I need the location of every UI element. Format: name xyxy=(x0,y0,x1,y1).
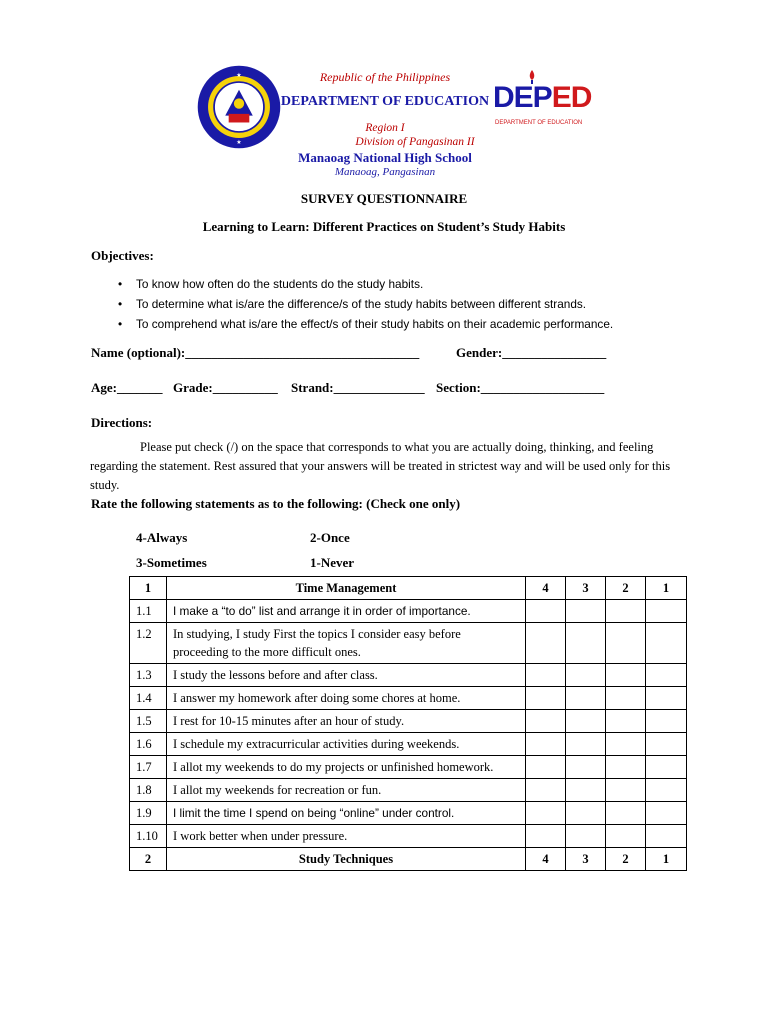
objective-item: • To determine what is/are the difference/s of the study habits between different strands. xyxy=(118,296,613,316)
table-row xyxy=(130,756,687,779)
rating-cell[interactable] xyxy=(606,664,646,687)
deped-logo-icon xyxy=(493,80,592,136)
section-header-row xyxy=(130,577,687,600)
item-number: 1.1 xyxy=(130,600,167,623)
directions-text: Please put check (/) on the space that corresponds to what you are actually doing, thinking, and feeling regarding the statement. Rest assured that your answers will be treated in strictest way and will be used only for this study. xyxy=(90,440,671,492)
table-row xyxy=(130,623,687,664)
rating-cell[interactable] xyxy=(606,733,646,756)
item-number: 1.4 xyxy=(130,687,167,710)
rating-cell[interactable] xyxy=(606,710,646,733)
section-number: 1 xyxy=(130,577,167,600)
table-row xyxy=(130,779,687,802)
rating-cell[interactable] xyxy=(526,623,566,664)
document-title: SURVEY QUESTIONNAIRE xyxy=(300,191,468,206)
table-row xyxy=(130,600,687,623)
rating-cell[interactable] xyxy=(566,710,606,733)
table-row xyxy=(130,733,687,756)
rate-instruction: Rate the following statements as to the following: (Check one only) xyxy=(91,496,461,511)
rating-cell[interactable] xyxy=(646,756,687,779)
table-row xyxy=(130,825,687,848)
rating-cell[interactable] xyxy=(566,687,606,710)
table-row xyxy=(130,664,687,687)
item-statement: In studying, I study First the topics I consider easy before proceeding to the more difficult ones. xyxy=(167,623,526,664)
rating-cell[interactable] xyxy=(646,779,687,802)
rating-header: 2 xyxy=(606,848,646,871)
rating-cell[interactable] xyxy=(566,623,606,664)
scale-once: 2-Once xyxy=(310,530,350,545)
rating-cell[interactable] xyxy=(566,802,606,825)
rating-cell[interactable] xyxy=(646,733,687,756)
gender-field[interactable]: Gender:________________ xyxy=(456,345,607,360)
item-number: 1.3 xyxy=(130,664,167,687)
section-field[interactable]: Section:___________________ xyxy=(436,380,605,395)
rating-header: 1 xyxy=(646,848,687,871)
svg-text:★: ★ xyxy=(236,139,242,146)
rating-cell[interactable] xyxy=(646,710,687,733)
item-statement: I allot my weekends to do my projects or unfinished homework. xyxy=(167,756,526,779)
republic-label: Republic of the Philippines xyxy=(319,70,451,84)
rating-cell[interactable] xyxy=(526,687,566,710)
rating-cell[interactable] xyxy=(606,802,646,825)
rating-header: 3 xyxy=(566,577,606,600)
age-field[interactable]: Age:_______ xyxy=(91,380,163,395)
table-row xyxy=(130,710,687,733)
directions-heading: Directions: xyxy=(91,415,153,430)
section-number: 2 xyxy=(130,848,167,871)
rating-cell[interactable] xyxy=(526,664,566,687)
department-label: DEPARTMENT OF EDUCATION xyxy=(280,94,490,109)
item-number: 1.7 xyxy=(130,756,167,779)
rating-cell[interactable] xyxy=(646,802,687,825)
rating-header: 2 xyxy=(606,577,646,600)
rating-cell[interactable] xyxy=(606,600,646,623)
rating-cell[interactable] xyxy=(646,623,687,664)
item-statement: I study the lessons before and after class. xyxy=(167,664,526,687)
rating-cell[interactable] xyxy=(646,687,687,710)
objectives-heading: Objectives: xyxy=(91,248,154,263)
rating-cell[interactable] xyxy=(646,664,687,687)
item-statement: I allot my weekends for recreation or fun. xyxy=(167,779,526,802)
rating-cell[interactable] xyxy=(526,710,566,733)
item-number: 1.9 xyxy=(130,802,167,825)
rating-cell[interactable] xyxy=(566,825,606,848)
rating-cell[interactable] xyxy=(606,756,646,779)
objective-item: • To comprehend what is/are the effect/s of their study habits on their academic performance. xyxy=(118,316,613,336)
rating-cell[interactable] xyxy=(606,623,646,664)
deped-logo-ed: ED xyxy=(551,81,592,114)
rating-header: 4 xyxy=(526,577,566,600)
rating-cell[interactable] xyxy=(526,600,566,623)
item-statement: I work better when under pressure. xyxy=(167,825,526,848)
scale-never: 1-Never xyxy=(310,555,355,570)
study-habits-table xyxy=(129,576,687,871)
region-label: Region I xyxy=(365,122,405,134)
deped-logo-subtitle: DEPARTMENT OF EDUCATION xyxy=(495,120,583,126)
rating-cell[interactable] xyxy=(526,756,566,779)
rating-cell[interactable] xyxy=(566,733,606,756)
rating-cell[interactable] xyxy=(606,825,646,848)
school-name: Manaoag National High School xyxy=(298,150,472,165)
document-subtitle: Learning to Learn: Different Practices on Student’s Study Habits xyxy=(202,219,566,234)
grade-field[interactable]: Grade:__________ xyxy=(173,380,278,395)
table-row xyxy=(130,687,687,710)
school-town: Manaoag, Pangasinan xyxy=(334,166,436,178)
name-field[interactable]: Name (optional):____________________________________ xyxy=(91,345,420,360)
rating-cell[interactable] xyxy=(566,664,606,687)
item-number: 1.5 xyxy=(130,710,167,733)
rating-cell[interactable] xyxy=(566,600,606,623)
svg-text:★: ★ xyxy=(236,72,242,79)
item-statement: I rest for 10-15 minutes after an hour of study. xyxy=(167,710,526,733)
scale-always: 4-Always xyxy=(136,530,188,545)
objectives-list xyxy=(118,276,613,336)
table-row xyxy=(130,802,687,825)
rating-cell[interactable] xyxy=(566,756,606,779)
rating-cell[interactable] xyxy=(566,779,606,802)
objective-item: • To know how often do the students do the study habits. xyxy=(118,276,613,296)
rating-cell[interactable] xyxy=(646,825,687,848)
rating-header: 1 xyxy=(646,577,687,600)
item-statement: I answer my homework after doing some chores at home. xyxy=(167,687,526,710)
scale-sometimes: 3-Sometimes xyxy=(136,555,207,570)
item-statement: I limit the time I spend on being “online” under control. xyxy=(167,802,526,825)
rating-cell[interactable] xyxy=(526,802,566,825)
item-number: 1.6 xyxy=(130,733,167,756)
rating-cell[interactable] xyxy=(526,825,566,848)
item-number: 1.2 xyxy=(130,623,167,664)
section-title: Time Management xyxy=(167,577,526,600)
rating-header: 4 xyxy=(526,848,566,871)
item-number: 1.8 xyxy=(130,779,167,802)
section-header-row xyxy=(130,848,687,871)
division-label: Division of Pangasinan II xyxy=(355,136,475,148)
item-number: 1.10 xyxy=(130,825,167,848)
rating-cell[interactable] xyxy=(526,779,566,802)
rating-cell[interactable] xyxy=(526,733,566,756)
rating-cell[interactable] xyxy=(646,600,687,623)
item-statement: I make a “to do” list and arrange it in order of importance. xyxy=(167,600,526,623)
item-statement: I schedule my extracurricular activities during weekends. xyxy=(167,733,526,756)
rating-cell[interactable] xyxy=(606,779,646,802)
rating-header: 3 xyxy=(566,848,606,871)
rating-cell[interactable] xyxy=(606,687,646,710)
section-title: Study Techniques xyxy=(167,848,526,871)
deped-logo-dep: DEP xyxy=(493,81,552,114)
strand-field[interactable]: Strand:______________ xyxy=(291,380,425,395)
